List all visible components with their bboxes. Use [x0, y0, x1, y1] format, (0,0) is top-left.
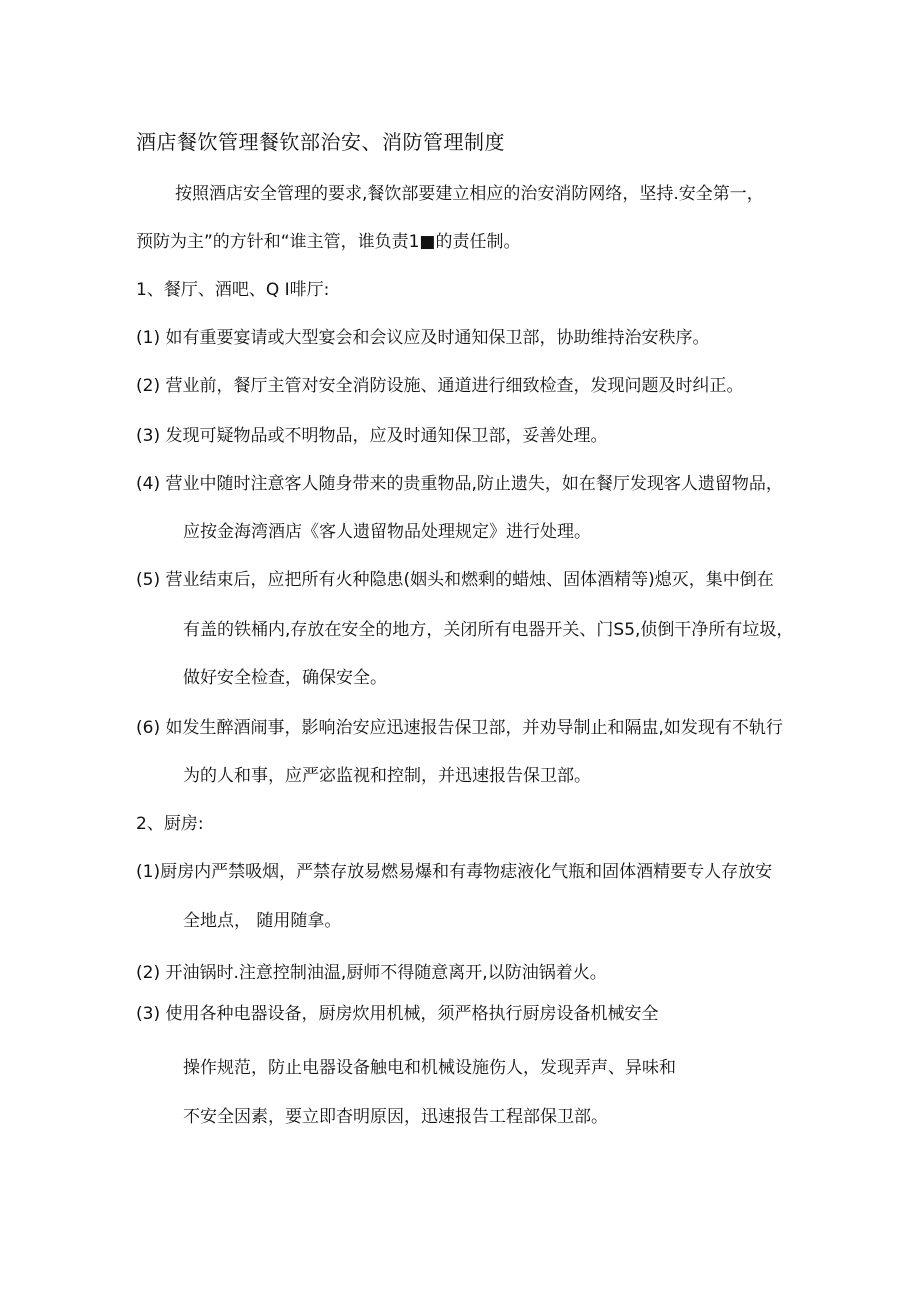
section-1-item-4: (4) 营业中随时注意客人随身带来的贵重物品,防止遗失，如在餐厅发现客人遗留物品，	[136, 474, 783, 494]
section-1-item-2: (2) 营业前，餐厅主管对安全消防设施、通道进行细致检查，发现问题及时纠正。	[136, 376, 744, 396]
intro-line-1: 按照酒店安全管理的要求,餐饮部要建立相应的治安消防网络，坚持.安全第一，	[175, 184, 764, 204]
section-1-item-6: (6) 如发生醉酒闹事，影响治安应迅速报告保卫部，并劝导制止和隔盅,如发现有不轨行	[136, 718, 783, 738]
section-2-item-3: (3) 使用各种电器设备，厨房炊用机械，须严格执行厨房设备机械安全	[136, 1004, 659, 1024]
section-1-item-4-continued: 应按金海湾酒店《客人遗留物品处理规定》进行处理。	[183, 522, 591, 542]
intro-line-2: 预防为主”的方针和“谁主管，谁负责1■的责任制。	[136, 232, 521, 252]
section-2-item-2: (2) 开油锅时.注意控制油温,厨师不得随意离开,以防油锅着火。	[136, 963, 607, 983]
section-1-item-3: (3) 发现可疑物品或不明物品，应及时通知保卫部，妥善处理。	[136, 426, 608, 446]
section-1-item-5-continued-1: 有盖的铁桶内,存放在安全的地方，关闭所有电器开关、门S5,侦倒干净所有垃圾，	[183, 620, 794, 640]
section-2-heading: 2、厨房:	[136, 814, 204, 834]
section-1-item-1: (1) 如有重要宴请或大型宴会和会议应及时通知保卫部，协助维持治安秩序。	[136, 328, 710, 348]
section-1-item-6-continued: 为的人和事，应严宓监视和控制，并迅速报告保卫部。	[183, 766, 591, 786]
section-2-item-3-continued-2: 不安全因素，要立即杳明原因，迅速报告工程部保卫部。	[183, 1107, 608, 1127]
document-title: 酒店餐饮管理餐钦部治安、消防管理制度	[136, 130, 505, 154]
section-2-item-1-continued: 全地点， 随用随拿。	[183, 911, 342, 931]
section-1-item-5: (5) 营业结束后，应把所有火种隐患(姻头和燃剩的蜡烛、固体酒精等)熄灭，集中倒在	[136, 570, 774, 590]
section-2-item-3-continued-1: 操作规范，防止电器设备触电和机械设施伤人，发现弄声、异味和	[183, 1058, 676, 1078]
section-2-item-1: (1)厨房内严禁吸烟，严禁存放易燃易爆和有毒物痣液化气瓶和固体酒精要专人存放安	[136, 862, 773, 882]
section-1-item-5-continued-2: 做好安全检查，确保安全。	[183, 668, 387, 688]
section-1-heading: 1、餐厅、酒吧、Q I啡厅:	[136, 280, 330, 300]
